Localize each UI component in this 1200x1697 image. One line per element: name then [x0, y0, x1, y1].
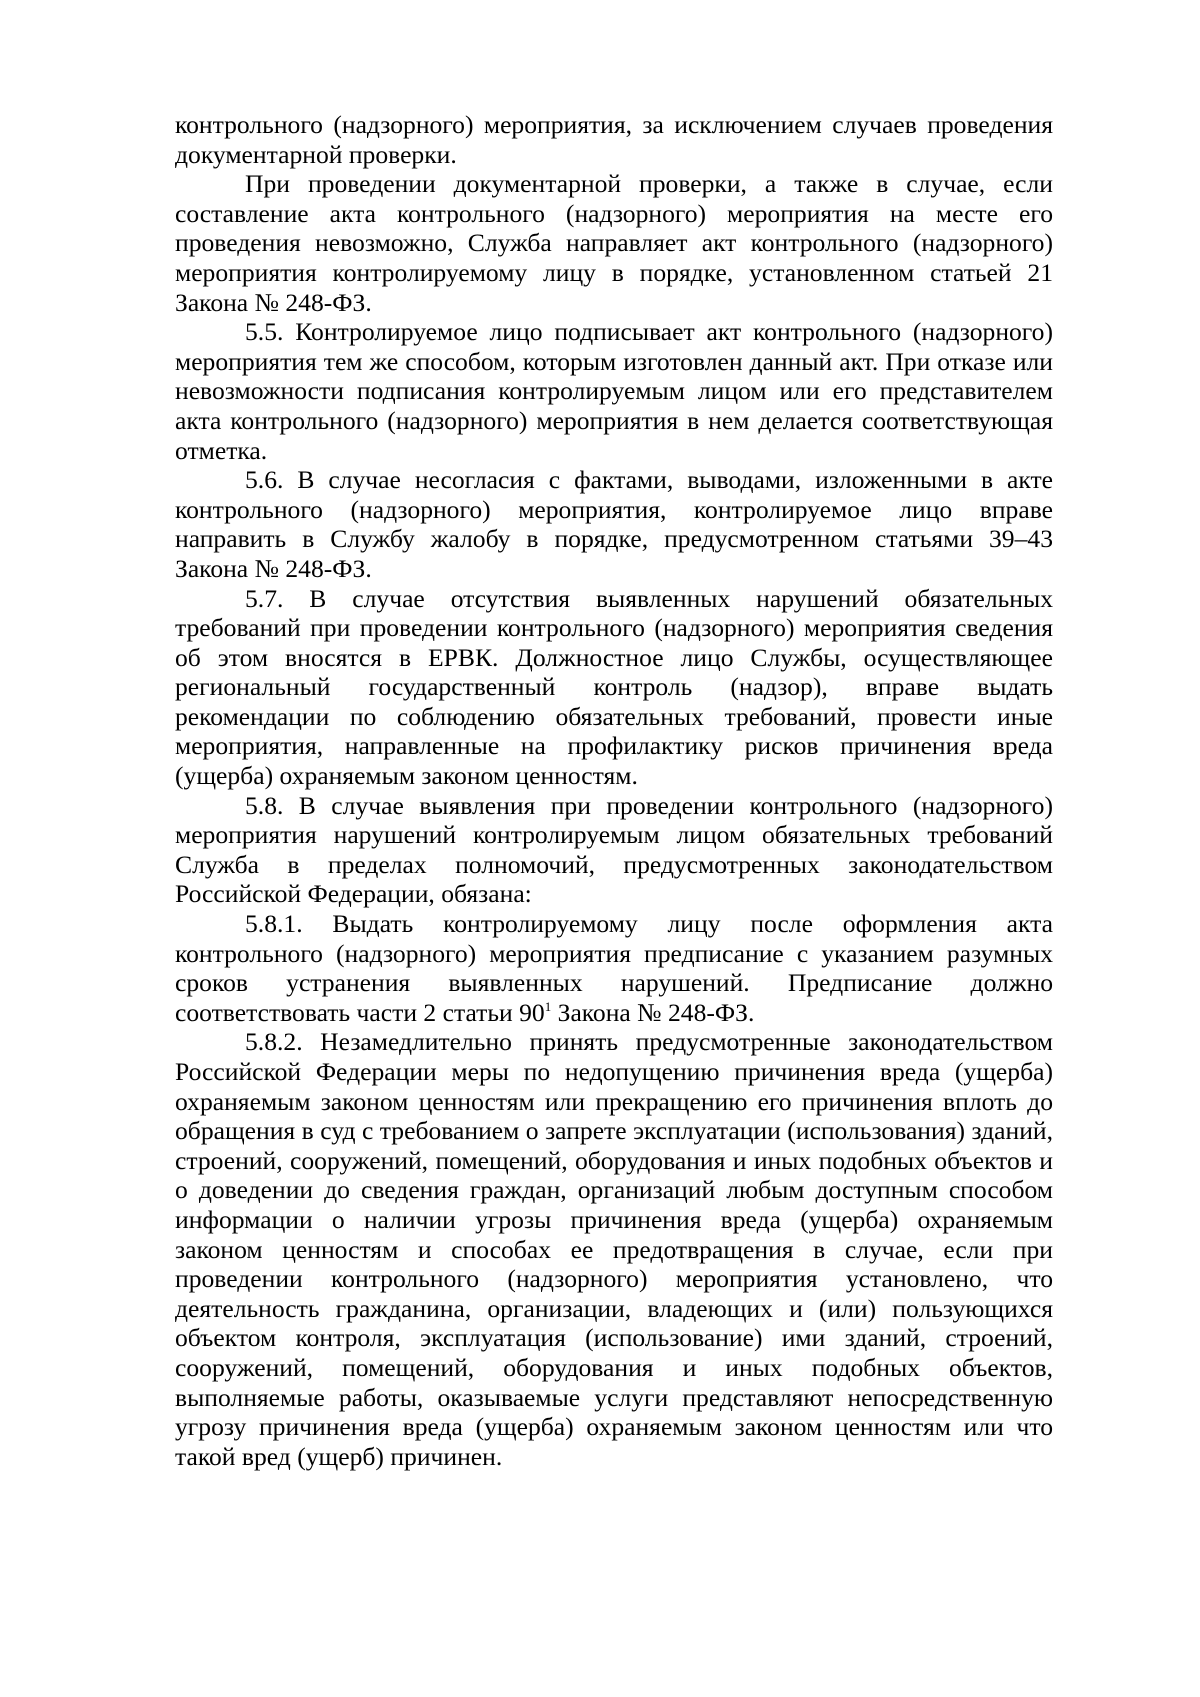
paragraph-5-7: 5.7. В случае отсутствия выявленных нарушений обязательных требований при проведении контрольного (надзорного) мероприятия сведения об этом вносятся в ЕРВК. Должностное лицо Службы, осуществляющее региональный государственный контроль (надзор), вправе выдать рекомендации по соблюдению обязательных требований, провести иные мероприятия, направленные на профилактику рисков причинения вреда (ущерба) охраняемым законом ценностям.: [175, 583, 1053, 791]
document-page: [175, 110, 1053, 1471]
paragraph-5-6: 5.6. В случае несогласия с фактами, выводами, изложенными в акте контрольного (надзорного) мероприятия, контролируемое лицо вправе направить в Службу жалобу в порядке, предусмотренном статьями 39–43 Закона № 248-ФЗ.: [175, 465, 1053, 583]
paragraph-5-8-2: 5.8.2. Незамедлительно принять предусмотренные законодательством Российской Федерации меры по недопущению причинения вреда (ущерба) охраняемым законом ценностям или прекращению его причинения вплоть до обращения в суд с требованием о запрете эксплуатации (использования) зданий, строений, сооружений, помещений, оборудования и иных подобных объектов и о доведении до сведения граждан, организаций любым доступным способом информации о наличии угрозы причинения вреда (ущерба) охраняемым законом ценностям и способах ее предотвращения в случае, если при проведении контрольного (надзорного) мероприятия установлено, что деятельность гражданина, организации, владеющих и (или) пользующихся объектом контроля, эксплуатация (использование) ими зданий, строений, сооружений, помещений, оборудования и иных подобных объектов, выполняемые работы, оказываемые услуги представляют непосредственную угрозу причинения вреда (ущерба) охраняемым законом ценностям или что такой вред (ущерб) причинен.: [175, 1027, 1053, 1471]
superscript-mark: 1: [544, 998, 552, 1014]
paragraph-5-8: 5.8. В случае выявления при проведении контрольного (надзорного) мероприятия нарушений контролируемым лицом обязательных требований Служба в пределах полномочий, предусмотренных законодательством Российской Федерации, обязана:: [175, 790, 1053, 909]
paragraph-5-8-1: [175, 909, 1053, 1027]
paragraph-5-8-1-text-after: Закона № 248-ФЗ.: [551, 997, 755, 1027]
paragraph-continuation: контрольного (надзорного) мероприятия, за исключением случаев проведения документарной проверки.: [175, 110, 1053, 169]
paragraph-documentary-check: При проведении документарной проверки, а также в случае, если составление акта контрольного (надзорного) мероприятия на месте его проведения невозможно, Служба направляет акт контрольного (надзорного) мероприятия контролируемому лицу в порядке, установленном статьей 21 Закона № 248-ФЗ.: [175, 169, 1053, 317]
paragraph-5-5: 5.5. Контролируемое лицо подписывает акт контрольного (надзорного) мероприятия тем же способом, которым изготовлен данный акт. При отказе или невозможности подписания контролируемым лицом или его представителем акта контрольного (надзорного) мероприятия в нем делается соответствующая отметка.: [175, 317, 1053, 465]
paragraph-5-8-1-text-before: 5.8.1. Выдать контролируемому лицу после оформления акта контрольного (надзорного) мероприятия предписание с указанием разумных сроков устранения выявленных нарушений. Предписание должно соответствовать части 2 статьи 90: [175, 909, 1053, 1027]
